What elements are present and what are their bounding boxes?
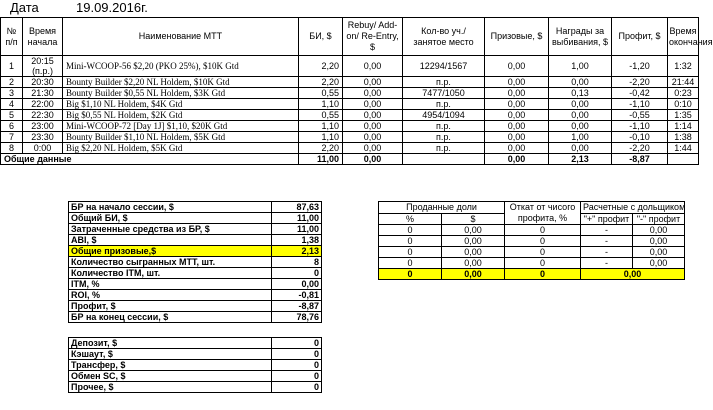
total-rebuy: 0,00 <box>343 154 403 165</box>
tournament-cell: Mini-WCOOP-72 [Day 1J] $1,10, $20K Gtd <box>63 121 299 132</box>
tournament-cell: 0,00 <box>549 110 612 121</box>
stats-label: Количество сыгранных МТТ, шт. <box>69 257 272 268</box>
tournament-cell: 20:15 (п.р.) <box>23 56 63 77</box>
total-bi: 11,00 <box>299 154 343 165</box>
col-header: Кол-во уч./ занятое место <box>403 18 485 56</box>
tournament-cell: 7477/1050 <box>403 88 485 99</box>
stats-label: БР на начало сессии, $ <box>69 202 272 213</box>
tournament-cell: -2,20 <box>612 77 668 88</box>
shares-total-cell: 0,00 <box>442 269 505 280</box>
shares-settlement-header: Расчетные с дольщиком <box>581 202 685 214</box>
tournament-cell: п.р. <box>403 143 485 154</box>
tournament-cell: -1,20 <box>612 56 668 77</box>
col-header: № п/п <box>1 18 23 56</box>
shares-subheader: $ <box>442 213 505 225</box>
tournament-cell: 2,20 <box>299 56 343 77</box>
stats-label: ABI, $ <box>69 235 272 246</box>
tournament-cell: 1:32 <box>668 56 699 77</box>
tournament-cell: Bounty Builder $1,10 NL Holdem, $5K Gtd <box>63 132 299 143</box>
shares-cell: 0 <box>505 247 581 258</box>
shares-row <box>379 247 685 258</box>
tournament-cell: 1 <box>1 56 23 77</box>
total-empty <box>668 154 699 165</box>
shares-cell: 0,00 <box>633 247 685 258</box>
tournament-cell: 0,00 <box>485 143 549 154</box>
stats-label: Кэшаут, $ <box>69 349 272 360</box>
stats-extra-row <box>69 382 322 393</box>
tournament-row <box>1 121 699 132</box>
tournament-cell: 1:44 <box>668 143 699 154</box>
stats-extra-row <box>69 371 322 382</box>
stats-value: 0 <box>272 382 322 393</box>
tournament-cell: 1:35 <box>668 110 699 121</box>
stats-extra-row <box>69 349 322 360</box>
tournament-cell: 0,00 <box>343 143 403 154</box>
stats-value: -0,81 <box>272 290 322 301</box>
tournament-cell: 0:23 <box>668 88 699 99</box>
tournament-cell: 0,00 <box>485 121 549 132</box>
tournament-cell: 0,00 <box>343 132 403 143</box>
tournament-cell: 22:00 <box>23 99 63 110</box>
tournament-cell: п.р. <box>403 132 485 143</box>
shares-header-row <box>379 202 685 214</box>
tournament-cell: 0,00 <box>343 121 403 132</box>
stats-value: 0,00 <box>272 279 322 290</box>
tournament-cell: 0,00 <box>343 110 403 121</box>
session-stats-table <box>68 201 322 393</box>
tournament-cell: 1,00 <box>549 132 612 143</box>
tournament-cell: 1,10 <box>299 121 343 132</box>
tournament-cell: 0,55 <box>299 110 343 121</box>
tournament-cell: 0,00 <box>549 143 612 154</box>
stats-row <box>69 202 322 213</box>
col-header: Время начала <box>23 18 63 56</box>
tournament-cell: п.р. <box>403 121 485 132</box>
shares-cell: 0,00 <box>633 236 685 247</box>
tournament-cell: 0,00 <box>485 88 549 99</box>
shares-row <box>379 258 685 269</box>
shares-cell: 0,00 <box>442 258 505 269</box>
stats-label: Общие призовые,$ <box>69 246 272 257</box>
tournament-cell: п.р. <box>403 77 485 88</box>
tournament-cell: 0,00 <box>343 88 403 99</box>
tournament-cell: 0:00 <box>23 143 63 154</box>
tournament-row <box>1 132 699 143</box>
stats-label: ITM, % <box>69 279 272 290</box>
total-label: Общие данные <box>1 154 299 165</box>
tournament-cell: 0,00 <box>485 99 549 110</box>
tournament-cell: -1,10 <box>612 99 668 110</box>
shares-cell: 0,00 <box>442 236 505 247</box>
tournament-cell: 0,00 <box>549 99 612 110</box>
total-empty <box>403 154 485 165</box>
stats-value: 0 <box>272 268 322 279</box>
stats-row <box>69 257 322 268</box>
shares-row <box>379 225 685 236</box>
shares-subheader: "-" профит <box>633 213 685 225</box>
tournament-cell: 23:30 <box>23 132 63 143</box>
tournament-cell: 8 <box>1 143 23 154</box>
shares-total-cell: 0 <box>379 269 442 280</box>
shares-subheader: % <box>379 213 442 225</box>
tournament-cell: 4954/1094 <box>403 110 485 121</box>
tournament-row <box>1 77 699 88</box>
tournament-cell: -1,10 <box>612 121 668 132</box>
shares-cell: 0 <box>379 236 442 247</box>
stats-value: 1,38 <box>272 235 322 246</box>
shares-cell: - <box>581 236 633 247</box>
col-header: Призовые, $ <box>485 18 549 56</box>
stats-value: 11,00 <box>272 224 322 235</box>
stats-value: 8 <box>272 257 322 268</box>
tournament-cell: -0,55 <box>612 110 668 121</box>
shares-table <box>378 201 685 280</box>
stats-row <box>69 312 322 323</box>
shares-rollback-header: Откат от чисого профита, % <box>505 202 581 225</box>
total-bounty: 2,13 <box>549 154 612 165</box>
tournament-cell: 20:30 <box>23 77 63 88</box>
stats-row <box>69 235 322 246</box>
shares-total-row <box>379 269 685 280</box>
tournaments-table <box>0 17 713 165</box>
shares-cell: 0 <box>505 258 581 269</box>
stats-row <box>69 279 322 290</box>
tournament-cell: 0,00 <box>343 77 403 88</box>
tournament-cell: 2,20 <box>299 77 343 88</box>
tournament-cell: 0,00 <box>485 132 549 143</box>
stats-value: 0 <box>272 371 322 382</box>
tournament-cell: 4 <box>1 99 23 110</box>
stats-spacer-cell <box>69 323 322 338</box>
shares-cell: 0 <box>379 247 442 258</box>
tournament-cell: 1:38 <box>668 132 699 143</box>
shares-cell: 0,00 <box>442 225 505 236</box>
stats-label: Трансфер, $ <box>69 360 272 371</box>
stats-row <box>69 224 322 235</box>
col-header: Rebuy/ Add-on/ Re-Entry, $ <box>343 18 403 56</box>
tournament-cell: 0,13 <box>549 88 612 99</box>
tournaments-header-row <box>1 18 699 56</box>
tournament-cell: 3 <box>1 88 23 99</box>
stats-label: БР на конец сессии, $ <box>69 312 272 323</box>
stats-label: Затраченные средства из БР, $ <box>69 224 272 235</box>
stats-label: Прочее, $ <box>69 382 272 393</box>
stats-row <box>69 290 322 301</box>
tournament-cell: 21:44 <box>668 77 699 88</box>
stats-value: 2,13 <box>272 246 322 257</box>
tournament-cell: 21:30 <box>23 88 63 99</box>
tournament-cell: 22:30 <box>23 110 63 121</box>
tournament-cell: 1,10 <box>299 99 343 110</box>
stats-value: 0 <box>272 338 322 349</box>
tournament-cell: п.р. <box>403 99 485 110</box>
stats-label: Депозит, $ <box>69 338 272 349</box>
tournament-cell: -0,10 <box>612 132 668 143</box>
tournament-cell: 0,00 <box>549 77 612 88</box>
col-header: Награды за выбивания, $ <box>549 18 612 56</box>
stats-value: -8,87 <box>272 301 322 312</box>
stats-row <box>69 213 322 224</box>
stats-spacer <box>69 323 322 338</box>
shares-cell: 0,00 <box>633 258 685 269</box>
tournament-cell: 0,00 <box>485 110 549 121</box>
tournament-cell: 5 <box>1 110 23 121</box>
tournament-row <box>1 99 699 110</box>
shares-total-cell: 0 <box>505 269 581 280</box>
date-label: Дата <box>10 0 39 15</box>
tournament-cell: 2 <box>1 77 23 88</box>
tournament-cell: Bounty Builder $0,55 NL Holdem, $3K Gtd <box>63 88 299 99</box>
tournament-cell: 1:14 <box>668 121 699 132</box>
stats-value: 0 <box>272 360 322 371</box>
total-profit: -8,87 <box>612 154 668 165</box>
stats-value: 87,63 <box>272 202 322 213</box>
tournament-row <box>1 88 699 99</box>
tournament-cell: 6 <box>1 121 23 132</box>
stats-row <box>69 268 322 279</box>
col-header: БИ, $ <box>299 18 343 56</box>
stats-value: 11,00 <box>272 213 322 224</box>
shares-cell: 0 <box>505 236 581 247</box>
tournament-cell: 1,00 <box>549 56 612 77</box>
stats-extra-row <box>69 338 322 349</box>
tournament-cell: Mini-WCOOP-56 $2,20 (PKO 25%), $10K Gtd <box>63 56 299 77</box>
tournament-row <box>1 143 699 154</box>
shares-cell: - <box>581 258 633 269</box>
stats-value: 78,76 <box>272 312 322 323</box>
col-header: Время окончания <box>668 18 699 56</box>
stats-label: Обмен SC, $ <box>69 371 272 382</box>
shares-cell: 0,00 <box>442 247 505 258</box>
shares-cell: 0 <box>379 225 442 236</box>
col-header: Наименование МТТ <box>63 18 299 56</box>
tournament-cell: 0,00 <box>485 56 549 77</box>
shares-cell: 0 <box>505 225 581 236</box>
total-prize: 0,00 <box>485 154 549 165</box>
total-row <box>1 154 699 165</box>
stats-label: Профит, $ <box>69 301 272 312</box>
tournament-cell: -0,42 <box>612 88 668 99</box>
col-header: Профит, $ <box>612 18 668 56</box>
tournament-cell: 23:00 <box>23 121 63 132</box>
tournament-cell: -2,20 <box>612 143 668 154</box>
tournament-cell: 0,00 <box>549 121 612 132</box>
tournament-cell: 1,10 <box>299 132 343 143</box>
tournament-cell: 12294/1567 <box>403 56 485 77</box>
tournament-cell: 7 <box>1 132 23 143</box>
shares-sold-header: Проданные доли <box>379 202 505 214</box>
shares-cell: - <box>581 247 633 258</box>
shares-total-cell: 0,00 <box>581 269 685 280</box>
tournament-cell: 0,55 <box>299 88 343 99</box>
tournament-row <box>1 56 699 77</box>
tournament-cell: 2,20 <box>299 143 343 154</box>
shares-cell: - <box>581 225 633 236</box>
stats-label: Общий БИ, $ <box>69 213 272 224</box>
shares-row <box>379 236 685 247</box>
tournament-cell: 0,00 <box>485 77 549 88</box>
shares-subheader: "+" профит <box>581 213 633 225</box>
tournament-row <box>1 110 699 121</box>
tournament-cell: Bounty Builder $2,20 NL Holdem, $10K Gtd <box>63 77 299 88</box>
tournament-cell: 0:10 <box>668 99 699 110</box>
tournament-cell: Big $0,55 NL Holdem, $2K Gtd <box>63 110 299 121</box>
stats-extra-row <box>69 360 322 371</box>
stats-label: Количество ITM, шт. <box>69 268 272 279</box>
stats-row <box>69 301 322 312</box>
stats-value: 0 <box>272 349 322 360</box>
shares-cell: 0,00 <box>633 225 685 236</box>
tournament-cell: 0,00 <box>343 99 403 110</box>
date-value: 19.09.2016г. <box>76 0 148 15</box>
stats-row <box>69 246 322 257</box>
stats-label: ROI, % <box>69 290 272 301</box>
tournament-cell: 0,00 <box>343 56 403 77</box>
shares-cell: 0 <box>379 258 442 269</box>
tournament-cell: Big $2,20 NL Holdem, $5K Gtd <box>63 143 299 154</box>
date-header <box>10 0 148 16</box>
tournament-cell: Big $1,10 NL Holdem, $4K Gtd <box>63 99 299 110</box>
